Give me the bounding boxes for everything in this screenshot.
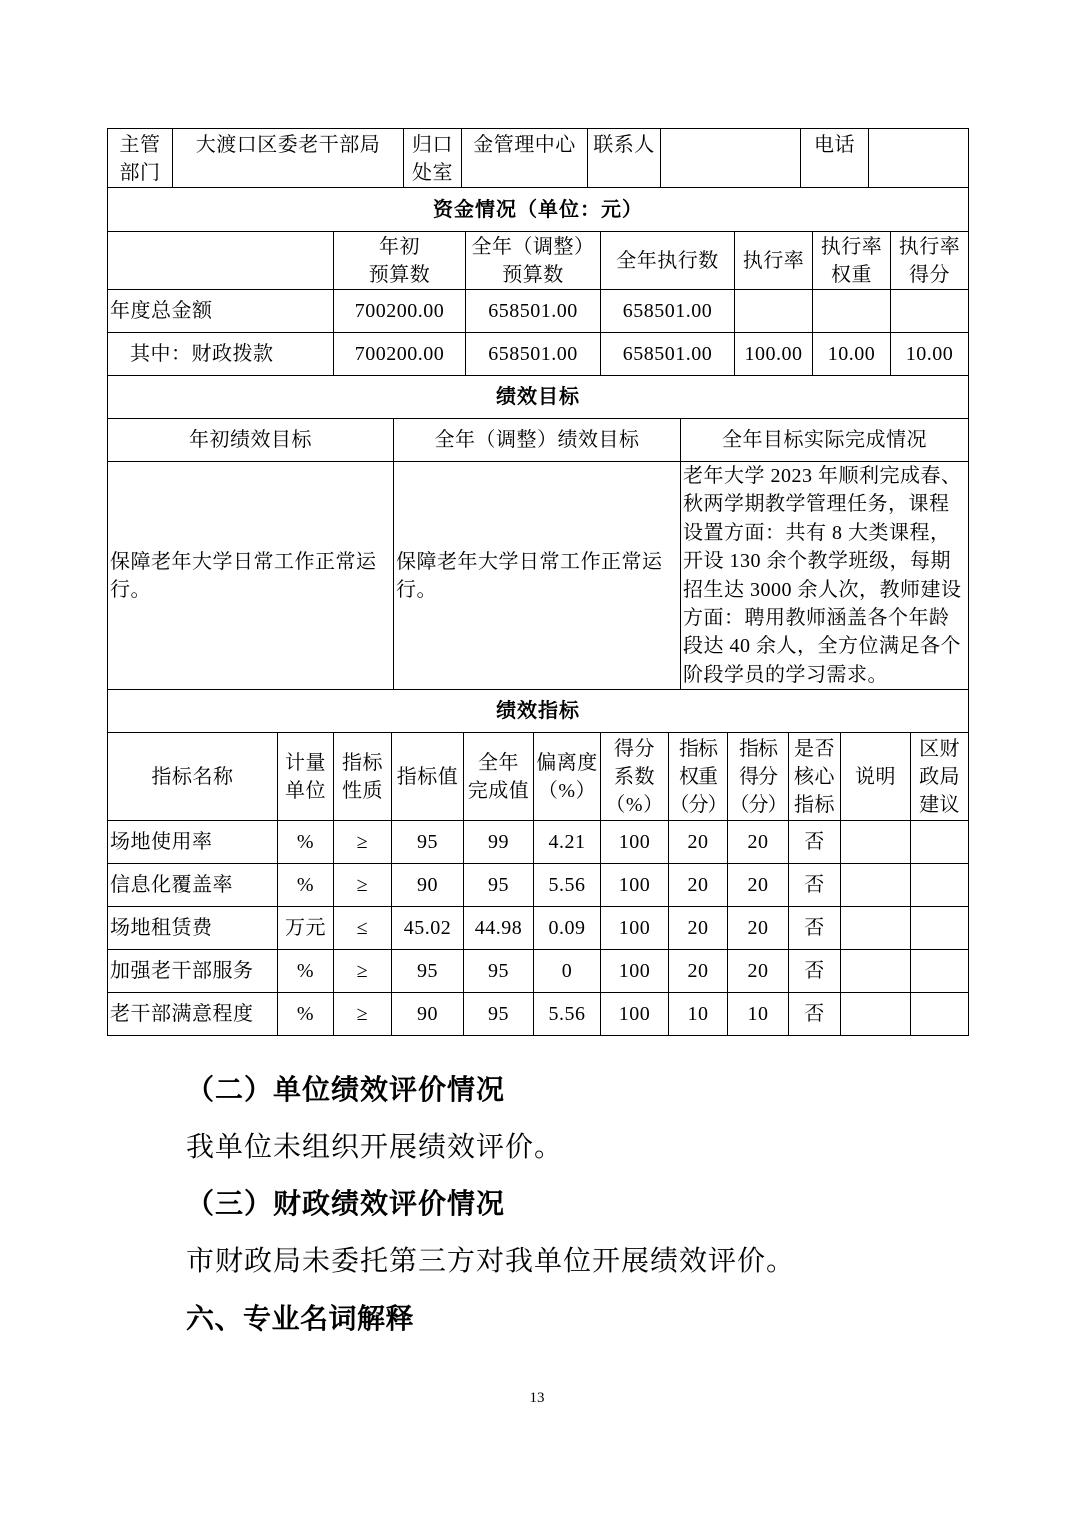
goals-title: 绩效目标 bbox=[108, 376, 969, 419]
indicator-score: 10 bbox=[728, 993, 789, 1036]
funds-row-fiscal bbox=[108, 333, 969, 376]
indicator-suggestion bbox=[911, 993, 969, 1036]
indicator-header-suggestion: 区财 政局 建议 bbox=[911, 733, 969, 821]
adjusted-goal: 保障老年大学日常工作正常运行。 bbox=[394, 462, 681, 690]
indicator-note bbox=[841, 993, 911, 1036]
goals-header-actual: 全年目标实际完成情况 bbox=[681, 419, 969, 462]
indicator-deviation: 5.56 bbox=[534, 864, 601, 907]
section-heading-unit-evaluation: （二）单位绩效评价情况 bbox=[186, 1075, 506, 1106]
indicator-header-unit: 计量 单位 bbox=[278, 733, 334, 821]
indicator-weight: 10 bbox=[669, 993, 728, 1036]
indicator-target: 45.02 bbox=[392, 907, 464, 950]
funds-initial-budget: 700200.00 bbox=[334, 333, 466, 376]
indicator-row bbox=[108, 864, 969, 907]
indicator-score-coef: 100 bbox=[601, 950, 669, 993]
indicator-suggestion bbox=[911, 907, 969, 950]
goals-header-initial: 年初绩效目标 bbox=[108, 419, 394, 462]
indicator-row bbox=[108, 950, 969, 993]
indicator-suggestion bbox=[911, 821, 969, 864]
indicator-row bbox=[108, 993, 969, 1036]
indicator-nature: ≥ bbox=[334, 993, 392, 1036]
goals-table bbox=[107, 375, 969, 690]
office-label: 归口 处室 bbox=[404, 129, 462, 188]
funds-table bbox=[107, 187, 969, 376]
unit-info-table bbox=[107, 128, 969, 188]
indicators-title-row bbox=[108, 690, 969, 733]
goals-header-row bbox=[108, 419, 969, 462]
goals-header-adjusted: 全年（调整）绩效目标 bbox=[394, 419, 681, 462]
performance-tables bbox=[107, 128, 969, 1036]
indicator-score-coef: 100 bbox=[601, 821, 669, 864]
indicator-core: 否 bbox=[789, 950, 841, 993]
indicator-nature: ≥ bbox=[334, 950, 392, 993]
indicator-header-nature: 指标 性质 bbox=[334, 733, 392, 821]
indicator-target: 95 bbox=[392, 821, 464, 864]
indicator-header-deviation: 偏离度 （%） bbox=[534, 733, 601, 821]
indicator-name: 场地租赁费 bbox=[108, 907, 278, 950]
funds-row-label: 年度总金额 bbox=[108, 290, 334, 333]
initial-goal: 保障老年大学日常工作正常运行。 bbox=[108, 462, 394, 690]
indicator-deviation: 0 bbox=[534, 950, 601, 993]
contact-value bbox=[661, 129, 801, 188]
indicators-title: 绩效指标 bbox=[108, 690, 969, 733]
indicator-nature: ≥ bbox=[334, 864, 392, 907]
indicator-name: 信息化覆盖率 bbox=[108, 864, 278, 907]
indicator-score-coef: 100 bbox=[601, 993, 669, 1036]
funds-header-rate-weight: 执行率 权重 bbox=[813, 232, 891, 290]
funds-row-total bbox=[108, 290, 969, 333]
indicator-score: 20 bbox=[728, 864, 789, 907]
indicator-header-name: 指标名称 bbox=[108, 733, 278, 821]
indicator-unit: % bbox=[278, 864, 334, 907]
funds-adjusted-budget: 658501.00 bbox=[466, 333, 601, 376]
indicator-target: 90 bbox=[392, 864, 464, 907]
section-heading-glossary: 六、专业名词解释 bbox=[186, 1302, 415, 1335]
indicator-score: 20 bbox=[728, 821, 789, 864]
indicator-unit: % bbox=[278, 821, 334, 864]
indicator-note bbox=[841, 864, 911, 907]
indicator-deviation: 5.56 bbox=[534, 993, 601, 1036]
dept-label: 主管 部门 bbox=[108, 129, 173, 188]
indicator-score: 20 bbox=[728, 907, 789, 950]
phone-value bbox=[869, 129, 969, 188]
indicator-actual: 95 bbox=[464, 950, 534, 993]
funds-rate-weight bbox=[813, 290, 891, 333]
funds-rate-weight: 10.00 bbox=[813, 333, 891, 376]
funds-rate: 100.00 bbox=[735, 333, 813, 376]
section-body-fiscal-evaluation: 市财政局未委托第三方对我单位开展绩效评价。 bbox=[186, 1246, 796, 1277]
indicator-header-score-coef: 得分 系数 （%） bbox=[601, 733, 669, 821]
indicator-note bbox=[841, 950, 911, 993]
funds-header-blank bbox=[108, 232, 334, 290]
indicator-name: 老干部满意程度 bbox=[108, 993, 278, 1036]
indicator-actual: 44.98 bbox=[464, 907, 534, 950]
indicator-weight: 20 bbox=[669, 821, 728, 864]
indicator-core: 否 bbox=[789, 907, 841, 950]
funds-row-label: 其中：财政拨款 bbox=[108, 333, 334, 376]
indicator-score: 20 bbox=[728, 950, 789, 993]
indicator-header-actual: 全年 完成值 bbox=[464, 733, 534, 821]
indicator-suggestion bbox=[911, 864, 969, 907]
indicator-score-coef: 100 bbox=[601, 907, 669, 950]
indicator-note bbox=[841, 907, 911, 950]
funds-title-row bbox=[108, 188, 969, 232]
indicator-header-target: 指标值 bbox=[392, 733, 464, 821]
indicator-nature: ≤ bbox=[334, 907, 392, 950]
funds-header-initial-budget: 年初 预算数 bbox=[334, 232, 466, 290]
indicator-header-score: 指标 得分 （分） bbox=[728, 733, 789, 821]
evaluation-sections bbox=[186, 1062, 1046, 1347]
indicator-core: 否 bbox=[789, 821, 841, 864]
funds-rate-score: 10.00 bbox=[891, 333, 969, 376]
funds-header-row bbox=[108, 232, 969, 290]
funds-header-rate-score: 执行率 得分 bbox=[891, 232, 969, 290]
indicator-weight: 20 bbox=[669, 907, 728, 950]
indicator-actual: 95 bbox=[464, 993, 534, 1036]
goals-content-row bbox=[108, 462, 969, 690]
phone-label: 电话 bbox=[801, 129, 869, 188]
contact-label: 联系人 bbox=[588, 129, 661, 188]
indicators-table bbox=[107, 689, 969, 1036]
indicator-deviation: 0.09 bbox=[534, 907, 601, 950]
indicator-name: 场地使用率 bbox=[108, 821, 278, 864]
indicator-unit: % bbox=[278, 950, 334, 993]
funds-header-adjusted-budget: 全年（调整） 预算数 bbox=[466, 232, 601, 290]
indicator-unit: 万元 bbox=[278, 907, 334, 950]
indicator-nature: ≥ bbox=[334, 821, 392, 864]
indicator-core: 否 bbox=[789, 864, 841, 907]
indicator-name: 加强老干部服务 bbox=[108, 950, 278, 993]
funds-header-executed: 全年执行数 bbox=[601, 232, 735, 290]
section-body-unit-evaluation: 我单位未组织开展绩效评价。 bbox=[186, 1132, 564, 1163]
indicator-deviation: 4.21 bbox=[534, 821, 601, 864]
indicators-header-row bbox=[108, 733, 969, 821]
indicator-row bbox=[108, 821, 969, 864]
indicator-actual: 95 bbox=[464, 864, 534, 907]
funds-rate bbox=[735, 290, 813, 333]
indicator-weight: 20 bbox=[669, 950, 728, 993]
goals-title-row bbox=[108, 376, 969, 419]
indicator-header-note: 说明 bbox=[841, 733, 911, 821]
indicator-suggestion bbox=[911, 950, 969, 993]
indicator-unit: % bbox=[278, 993, 334, 1036]
indicator-note bbox=[841, 821, 911, 864]
indicator-header-core: 是否 核心 指标 bbox=[789, 733, 841, 821]
indicator-weight: 20 bbox=[669, 864, 728, 907]
funds-header-rate: 执行率 bbox=[735, 232, 813, 290]
actual-completion: 老年大学 2023 年顺利完成春、 秋两学期教学管理任务，课程 设置方面：共有 8 大类课程， 开设 130 余个教学班级，每期 招生达 3000 余人次，教师建设 方面：聘用教师涵盖各个年龄 段达 40 余人，全方位满足各个 阶段学员的学习需求。 bbox=[681, 462, 969, 690]
indicator-score-coef: 100 bbox=[601, 864, 669, 907]
funds-rate-score bbox=[891, 290, 969, 333]
section-heading-fiscal-evaluation: （三）财政绩效评价情况 bbox=[186, 1189, 506, 1220]
indicator-row bbox=[108, 907, 969, 950]
indicator-core: 否 bbox=[789, 993, 841, 1036]
indicator-target: 90 bbox=[392, 993, 464, 1036]
funds-adjusted-budget: 658501.00 bbox=[466, 290, 601, 333]
office-value: 金管理中心 bbox=[462, 129, 588, 188]
funds-title: 资金情况（单位：元） bbox=[108, 188, 969, 232]
indicator-actual: 99 bbox=[464, 821, 534, 864]
funds-executed: 658501.00 bbox=[601, 333, 735, 376]
page-number: 13 bbox=[529, 1390, 545, 1406]
funds-executed: 658501.00 bbox=[601, 290, 735, 333]
indicator-header-weight: 指标 权重 （分） bbox=[669, 733, 728, 821]
indicator-target: 95 bbox=[392, 950, 464, 993]
funds-initial-budget: 700200.00 bbox=[334, 290, 466, 333]
dept-value: 大渡口区委老干部局 bbox=[173, 129, 404, 188]
unit-info-row bbox=[108, 129, 969, 188]
